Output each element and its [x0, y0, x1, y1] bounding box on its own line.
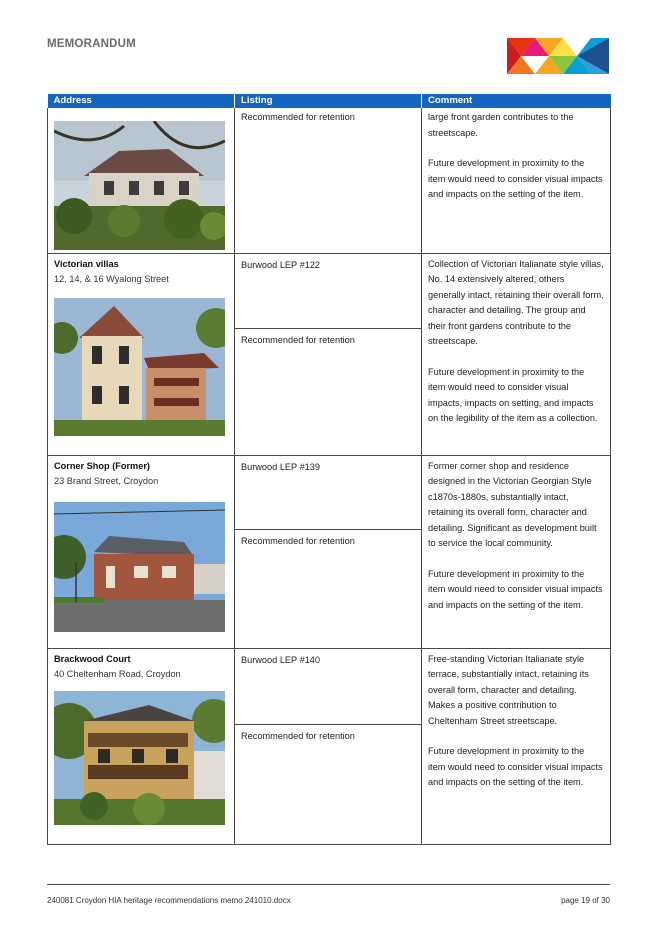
- item-address: 40 Cheltenham Road, Croydon: [54, 669, 181, 679]
- heritage-items-table: [47, 94, 611, 845]
- table-row: [48, 108, 611, 253]
- comment-text: Free-standing Victorian Italianate style terrace, substantially intact, retaining its overall form, character and detailing. Makes a positive contribution to Cheltenham Street streetscape.: [428, 653, 589, 726]
- comment-cell: [422, 108, 611, 253]
- table-row: [48, 648, 611, 844]
- comment-cell: [422, 253, 611, 455]
- listing-status: Recommended for retention: [241, 334, 355, 345]
- footer-document-name: 240081 Croydon HIA heritage recommendations memo 241010.docx: [47, 896, 291, 905]
- footer-page-number: page 19 of 30: [561, 896, 610, 905]
- comment-cell: [422, 648, 611, 844]
- house-photo-icon: [54, 121, 225, 250]
- villa-photo-icon: [54, 298, 225, 436]
- listing-status: Recommended for retention: [241, 730, 355, 741]
- item-name: Brackwood Court: [54, 653, 131, 664]
- listing-cell: [235, 253, 422, 455]
- lep-listing: Burwood LEP #140: [235, 649, 421, 725]
- address-cell: [48, 455, 235, 648]
- lep-listing: Burwood LEP #139: [235, 456, 421, 530]
- item-address: 12, 14, & 16 Wyalong Street: [54, 274, 169, 284]
- address-cell: [48, 648, 235, 844]
- comment-text: Future development in proximity to the item would need to consider visual impacts and impacts on the setting of the item.: [428, 746, 603, 787]
- comment-text: Future development in proximity to the item would need to consider visual impacts and impacts on the setting of the item.: [428, 158, 603, 199]
- item-name: Corner Shop (Former): [54, 460, 150, 471]
- column-header-comment: Comment: [422, 94, 611, 108]
- listing-status: Recommended for retention: [241, 112, 355, 122]
- listing-cell: [235, 455, 422, 648]
- table-row: [48, 253, 611, 455]
- comment-text: Future development in proximity to the item would need to consider visual impacts, impacts on setting, and impacts on the legibility of the item as a collection.: [428, 366, 598, 423]
- comment-text: Collection of Victorian Italianate style villas, No. 14 extensively altered, others generally intact, retaining their overall form, character and detailing. The group and their front gardens contribute to the streetscape.: [428, 258, 604, 346]
- column-header-listing: Listing: [235, 94, 422, 108]
- listing-cell: [235, 108, 422, 253]
- table-row: [48, 455, 611, 648]
- listing-status: Recommended for retention: [241, 535, 355, 546]
- memo-title: MEMORANDUM: [47, 38, 136, 50]
- footer-divider: [47, 884, 610, 885]
- item-name: Victorian villas: [54, 258, 119, 269]
- company-logo-icon: [507, 38, 609, 74]
- terrace-photo-icon: [54, 691, 225, 825]
- corner-shop-photo-icon: [54, 502, 225, 632]
- comment-text: Future development in proximity to the item would need to consider visual impacts and impacts on the setting of the item.: [428, 568, 603, 610]
- address-cell: [48, 253, 235, 455]
- listing-cell: [235, 648, 422, 844]
- lep-listing: Burwood LEP #122: [235, 254, 421, 329]
- comment-text: large front garden contributes to the streetscape.: [428, 112, 574, 138]
- item-address: 23 Brand Street, Croydon: [54, 476, 159, 486]
- comment-cell: [422, 455, 611, 648]
- address-cell: [48, 108, 235, 253]
- comment-text: Former corner shop and residence designed in the Victorian Georgian Style c1870s-1880s, substantially intact, retaining its overall form, character and detailing. Significant as development built to service the local community.: [428, 460, 597, 548]
- column-header-address: Address: [48, 94, 235, 108]
